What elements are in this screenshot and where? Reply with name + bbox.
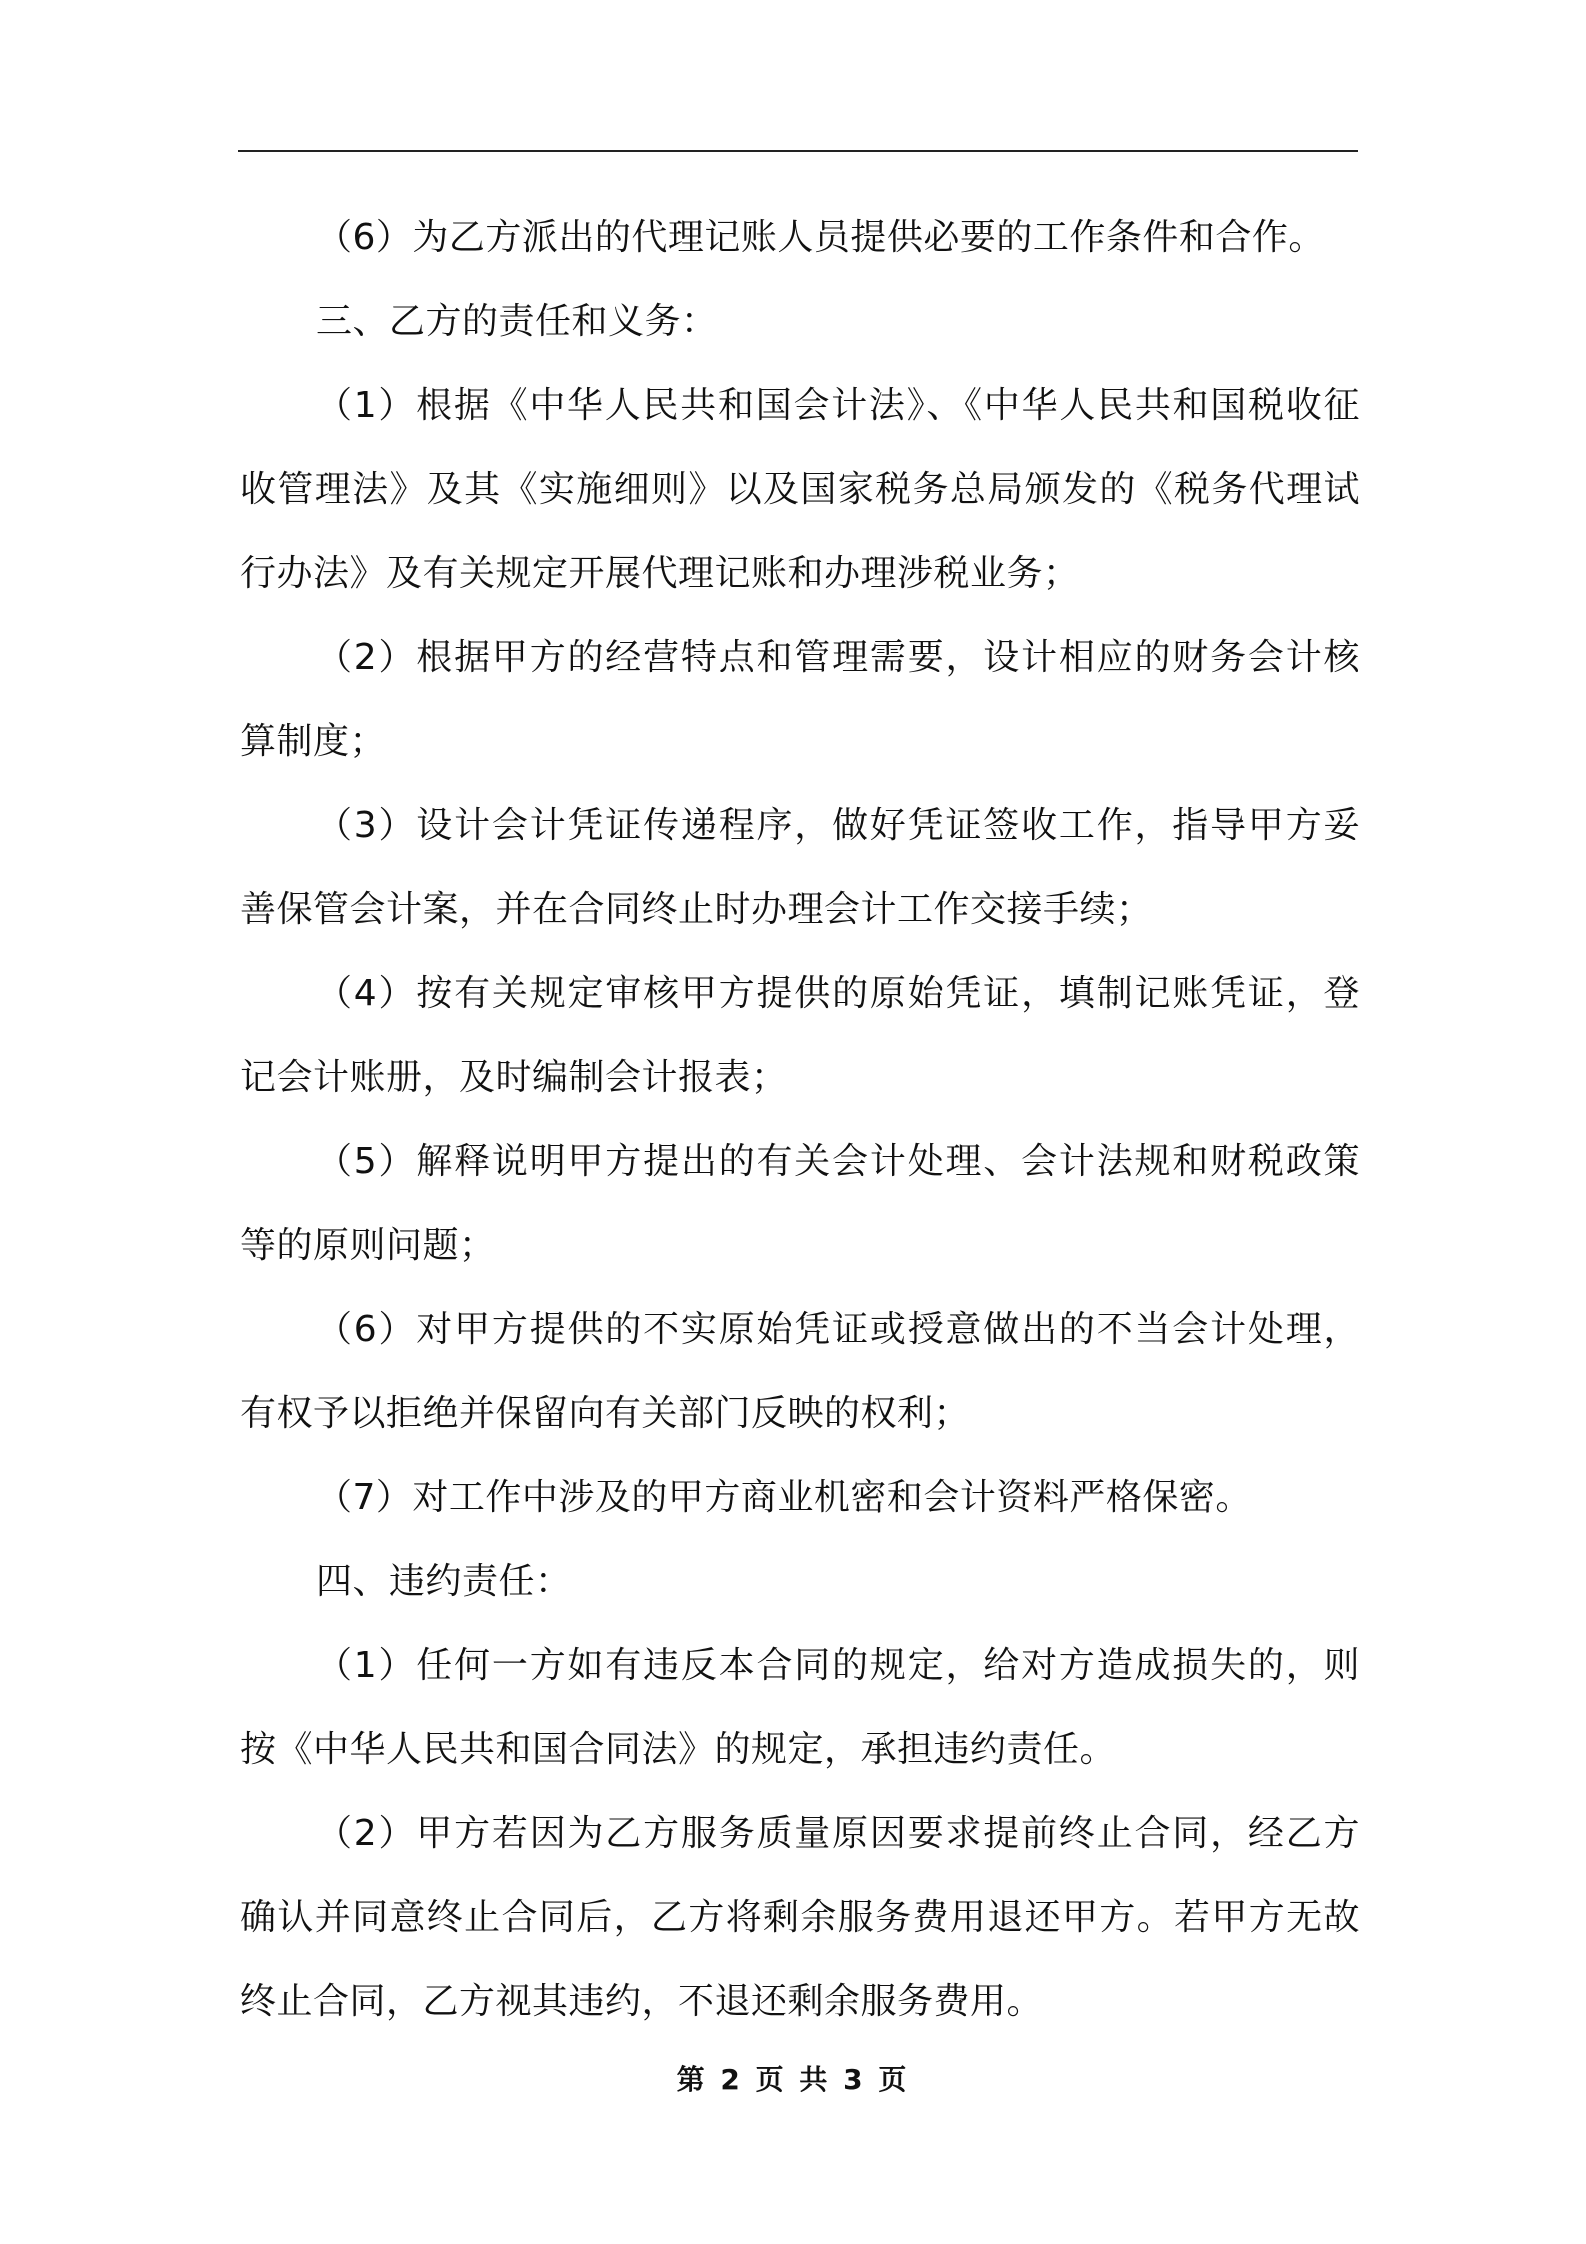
paragraph-party-b-item-4: （4）按有关规定审核甲方提供的原始凭证，填制记账凭证，登记会计账册，及时编制会计报表；	[240, 973, 1360, 1098]
header-rule	[238, 150, 1358, 152]
paragraph-breach-item-2: （2）甲方若因为乙方服务质量原因要求提前终止合同，经乙方确认并同意终止合同后，乙方将剩余服务费用退还甲方。若甲方无故终止合同，乙方视其违约，不退还剩余服务费用。	[240, 1813, 1360, 2022]
paragraph-party-b-item-5: （5）解释说明甲方提出的有关会计处理、会计法规和财税政策等的原则问题；	[240, 1141, 1360, 1266]
paragraph-party-a-item-6: （6）为乙方派出的代理记账人员提供必要的工作条件和合作。	[316, 217, 1325, 258]
document-body	[240, 196, 1360, 2044]
page-number: 第 2 页 共 3 页	[676, 2063, 910, 2096]
paragraph-party-b-item-2: （2）根据甲方的经营特点和管理需要，设计相应的财务会计核算制度；	[240, 637, 1360, 762]
section-heading-party-b-duties: 三、乙方的责任和义务：	[316, 301, 718, 342]
paragraph-breach-item-1: （1）任何一方如有违反本合同的规定，给对方造成损失的，则按《中华人民共和国合同法》的规定，承担违约责任。	[240, 1645, 1360, 1770]
paragraph-party-b-item-7: （7）对工作中涉及的甲方商业机密和会计资料严格保密。	[316, 1477, 1252, 1518]
paragraph-party-b-item-6: （6）对甲方提供的不实原始凭证或授意做出的不当会计处理，有权予以拒绝并保留向有关部门反映的权利；	[240, 1309, 1360, 1434]
paragraph-party-b-item-3: （3）设计会计凭证传递程序，做好凭证签收工作，指导甲方妥善保管会计案，并在合同终止时办理会计工作交接手续；	[240, 805, 1360, 930]
section-heading-breach-liability: 四、违约责任：	[316, 1561, 572, 1602]
paragraph-party-b-item-1: （1）根据《中华人民共和国会计法》、《中华人民共和国税收征收管理法》及其《实施细则》以及国家税务总局颁发的《税务代理试行办法》及有关规定开展代理记账和办理涉税业务；	[240, 385, 1360, 594]
